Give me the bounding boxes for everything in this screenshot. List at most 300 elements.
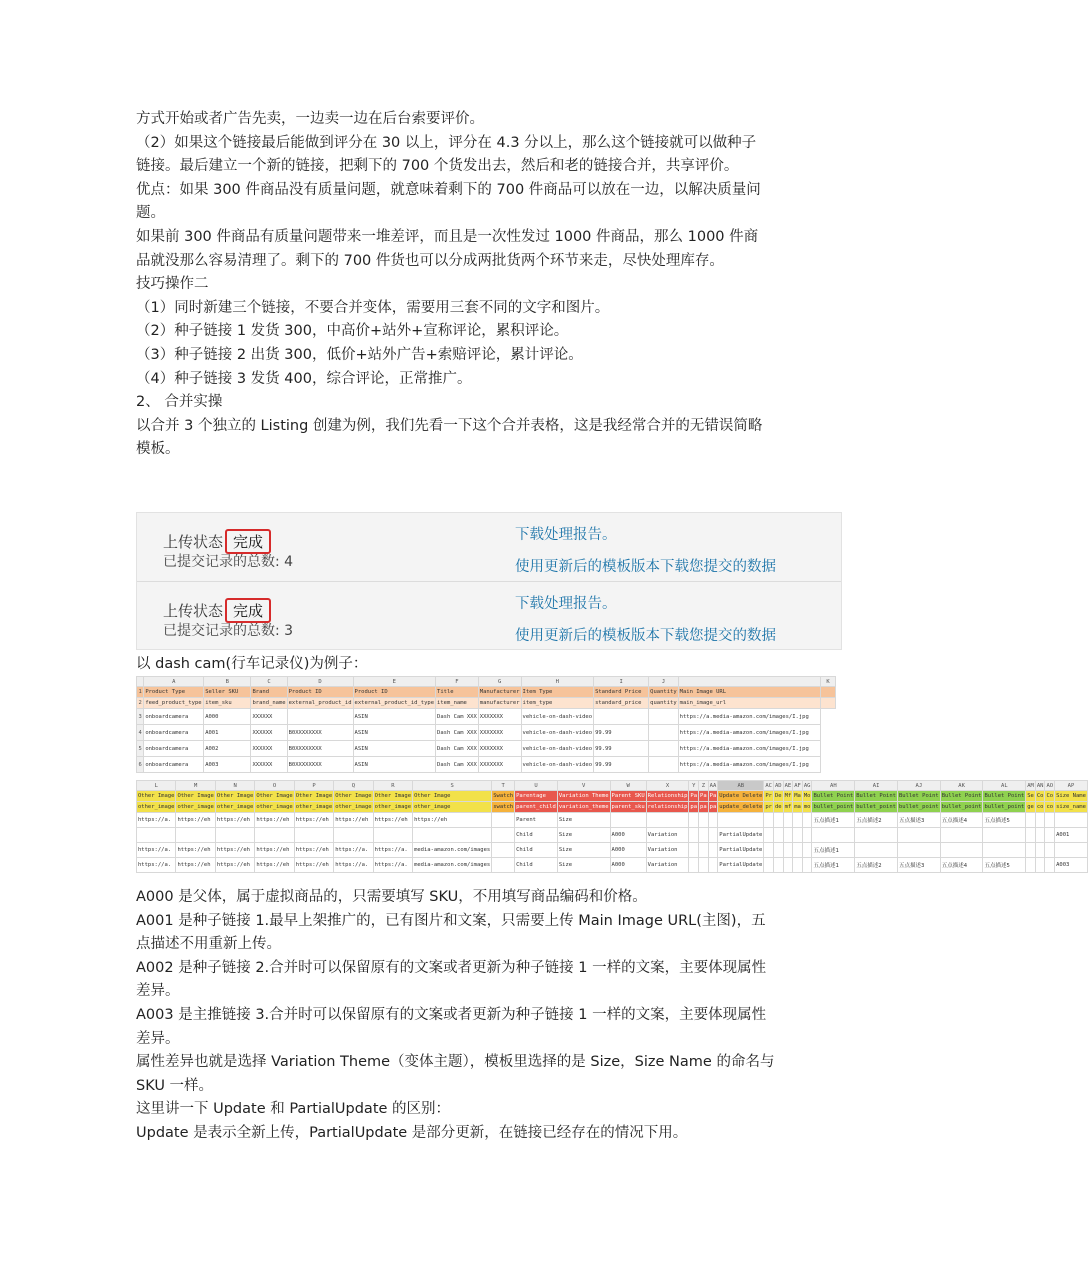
sheet-cell: XXXXXXX [478, 757, 521, 773]
sheet-cell [492, 813, 515, 828]
sheet-cell: https://eh [176, 858, 215, 873]
sheet-cell: PartialUpdate [718, 843, 764, 858]
sheet-cell: 五点描述3 [897, 813, 940, 828]
sheet-cell: Other Image [255, 791, 294, 802]
sheet-cell: Other Image [215, 791, 254, 802]
sheet-cell: https://eh [373, 813, 412, 828]
sheet-cell: ma [793, 802, 803, 813]
sheet-cell: https://a.media-amazon.com/images/I.jpg [678, 757, 820, 773]
sheet-cell: main_image_url [678, 698, 820, 709]
paragraph: （4）种子链接 3 发货 400，综合评论，正常推广。 [136, 370, 472, 387]
sheet-cell: J [649, 677, 679, 687]
sheet-cell: co [1045, 802, 1055, 813]
sheet-cell: Pa [689, 791, 699, 802]
sheet-cell: 5 [137, 741, 144, 757]
sheet-cell [940, 828, 983, 843]
sheet-cell [255, 828, 294, 843]
spreadsheet-table [136, 780, 1088, 873]
sheet-cell [1035, 828, 1045, 843]
sheet-cell: Parentage [515, 791, 558, 802]
sheet-cell: Mf [783, 791, 793, 802]
sheet-cell: 4 [137, 725, 144, 741]
sheet-cell: mf [783, 802, 793, 813]
sheet-cell [176, 828, 215, 843]
document-body-top [136, 108, 766, 462]
sheet-cell: XXXXXX [251, 725, 287, 741]
sheet-cell [793, 858, 803, 873]
sheet-cell: AE [784, 782, 792, 789]
sheet-cell: ASIN [353, 725, 435, 741]
sheet-row [137, 843, 1088, 858]
sheet-row [137, 781, 1088, 791]
sheet-cell: 五点描述5 [983, 858, 1026, 873]
sheet-row [137, 802, 1088, 813]
sheet-cell: F [436, 677, 479, 687]
sheet-cell: ASIN [353, 709, 435, 725]
sheet-cell: H [521, 677, 594, 687]
sheet-cell: AD [774, 782, 782, 789]
sheet-cell: A000 [610, 843, 646, 858]
sheet-cell [610, 813, 646, 828]
sheet-row [137, 858, 1088, 873]
sheet-cell: Size [557, 813, 610, 828]
sheet-cell: Variation Theme [557, 791, 610, 802]
download-data-link[interactable]: 使用更新后的模板版本下载您提交的数据 [515, 559, 776, 575]
sheet-cell: brand_name [251, 698, 287, 709]
upload-row [137, 581, 841, 648]
sheet-cell: Variation [646, 828, 689, 843]
sheet-cell: 五点描述3 [897, 858, 940, 873]
paragraph: 方式开始或者广告先卖，一边卖一边在后台索要评价。 [136, 111, 484, 127]
sheet-row [137, 687, 836, 698]
sheet-cell: Bullet Point [983, 791, 1026, 802]
upload-row [137, 513, 841, 579]
sheet-cell: Title [436, 687, 479, 698]
sheet-cell: Product ID [287, 687, 353, 698]
sheet-cell: Pa [708, 791, 718, 802]
sheet-cell: Child [515, 843, 558, 858]
sheet-cell: other_image [215, 802, 254, 813]
sheet-cell [764, 858, 774, 873]
sheet-cell [689, 828, 699, 843]
section-heading: 2、 合并实操 [136, 394, 223, 411]
document-body-bottom [136, 886, 776, 1146]
sheet-cell [983, 828, 1026, 843]
sheet-cell [764, 828, 774, 843]
sheet-row [137, 677, 836, 687]
sheet-cell: 五点描述1 [812, 813, 855, 828]
sheet-cell: https://eh [176, 813, 215, 828]
sheet-cell [492, 858, 515, 873]
sheet-cell [855, 828, 898, 843]
paragraph: （1）同时新建三个链接，不要合并变体，需要用三套不同的文字和图片。 [136, 299, 610, 316]
sheet-cell: other_image [413, 802, 492, 813]
sheet-cell: bullet_point [812, 802, 855, 813]
sheet-cell: Quantity [649, 687, 679, 698]
sheet-cell: Update Delete [718, 791, 764, 802]
download-data-link[interactable]: 使用更新后的模板版本下载您提交的数据 [515, 628, 776, 644]
sheet-cell [334, 828, 373, 843]
paragraph: 优点：如果 300 件商品没有质量问题，就意味着剩下的 700 件商品可以放在一边，以解决质量问题。 [136, 181, 761, 222]
sheet-cell [783, 813, 793, 828]
sheet-cell: AO [1046, 782, 1054, 789]
sheet-cell: Other Image [176, 791, 215, 802]
sheet-cell: A002 [204, 741, 251, 757]
sheet-cell: Bullet Point [940, 791, 983, 802]
sheet-cell [783, 843, 793, 858]
sheet-cell [793, 828, 803, 843]
sheet-cell [413, 828, 492, 843]
sheet-cell: Other Image [413, 791, 492, 802]
sheet-cell: 99.99 [594, 741, 649, 757]
paragraph: 这里讲一下 Update 和 PartialUpdate 的区别： [136, 1101, 451, 1118]
sheet-cell: feed_product_type [144, 698, 204, 709]
sheet-cell: 五点描述2 [855, 813, 898, 828]
sheet-cell [708, 843, 718, 858]
sheet-cell: A003 [204, 757, 251, 773]
sheet-cell [1045, 858, 1055, 873]
sheet-cell: https://eh [215, 813, 254, 828]
sheet-cell: P [294, 781, 333, 791]
sheet-cell: media-amazon.com/images [413, 858, 492, 873]
sheet-cell: Bullet Point [855, 791, 898, 802]
sheet-cell: https://eh [255, 843, 294, 858]
sheet-cell [1055, 843, 1088, 858]
sheet-cell: Y [689, 781, 699, 791]
sheet-row [137, 725, 836, 741]
sheet-cell: AF [794, 782, 801, 789]
sheet-cell [764, 813, 774, 828]
sheet-cell [802, 858, 812, 873]
paragraph: 以合并 3 个独立的 Listing 创建为例，我们先看一下这个合并表格，这是我经常合并的无错误简略模板。 [136, 417, 763, 458]
sheet-cell [773, 858, 783, 873]
sheet-cell: pr [764, 802, 774, 813]
sheet-cell: Product ID [353, 687, 435, 698]
paragraph: 如果前 300 件商品有质量问题带来一堆差评，而且是一次性发过 1000 件商品，那么 1000 件商品就没那么容易清理了。剩下的 700 件货也可以分成两批货两个环节来走，尽快处理库存。 [136, 228, 759, 269]
sheet-cell [764, 843, 774, 858]
sheet-cell: Item Type [521, 687, 594, 698]
sheet-cell: S [413, 781, 492, 791]
sheet-cell [821, 698, 836, 709]
sheet-cell: K [821, 677, 836, 687]
sheet-cell [821, 687, 836, 698]
sheet-cell [492, 828, 515, 843]
caption-dashcam: 以 dash cam(行车记录仪)为例子： [136, 656, 368, 672]
sheet-cell [1026, 813, 1036, 828]
sheet-row [137, 741, 836, 757]
download-report-link[interactable]: 下载处理报告。 [515, 596, 617, 612]
sheet-cell: Brand [251, 687, 287, 698]
spreadsheet-extended [136, 780, 1086, 873]
sheet-cell: L [137, 781, 176, 791]
sheet-cell: bullet_point [855, 802, 898, 813]
sheet-cell: Size Name [1055, 791, 1088, 802]
sheet-cell [1035, 813, 1045, 828]
sheet-cell: Standard Price [594, 687, 649, 698]
sheet-row [137, 757, 836, 773]
sheet-cell: Parent [515, 813, 558, 828]
sheet-cell: Size [557, 843, 610, 858]
sheet-cell: https://a.media-amazon.com/images/I.jpg [678, 709, 820, 725]
sheet-cell: https://a.media-amazon.com/images/I.jpg [678, 741, 820, 757]
sheet-cell: AK [940, 781, 983, 791]
sheet-cell: quantity [649, 698, 679, 709]
sheet-cell: bullet_point [897, 802, 940, 813]
sheet-cell [1055, 813, 1088, 828]
sheet-cell: XXXXXXX [478, 725, 521, 741]
sheet-cell: A000 [204, 709, 251, 725]
sheet-cell: Bullet Point [897, 791, 940, 802]
paragraph: （3）种子链接 2 出货 300，低价+站外广告+索赔评论，累计评论。 [136, 346, 583, 363]
paragraph: （2）种子链接 1 发货 300，中高价+站外+宣称评论，累积评论。 [136, 323, 569, 340]
sheet-cell: XXXXXX [251, 757, 287, 773]
sheet-cell [689, 813, 699, 828]
sheet-cell: https://a.media-amazon.com/images/I.jpg [678, 725, 820, 741]
sheet-cell: Pr [764, 791, 774, 802]
sheet-cell: AL [983, 781, 1026, 791]
sheet-cell: item_type [521, 698, 594, 709]
sheet-row [137, 828, 1088, 843]
sheet-cell: A001 [204, 725, 251, 741]
sheet-cell: https://eh [255, 813, 294, 828]
sheet-cell: Child [515, 858, 558, 873]
sheet-cell [594, 709, 649, 725]
sheet-cell: 99.99 [594, 725, 649, 741]
sheet-cell: Co [1035, 791, 1045, 802]
sheet-cell [708, 813, 718, 828]
sheet-cell: A000 [610, 828, 646, 843]
sheet-cell: Dash Cam XXX [436, 757, 479, 773]
spreadsheet-table [136, 676, 836, 773]
sheet-cell: Bullet Point [812, 791, 855, 802]
sheet-cell: 五点描述4 [940, 858, 983, 873]
sheet-cell [689, 843, 699, 858]
sheet-cell [708, 858, 718, 873]
sheet-cell: U [515, 781, 558, 791]
sheet-cell: 五点描述4 [940, 813, 983, 828]
sheet-cell [940, 843, 983, 858]
sheet-cell [1045, 813, 1055, 828]
sheet-cell: N [215, 781, 254, 791]
section-heading: 技巧操作二 [136, 276, 209, 293]
sheet-cell [1045, 843, 1055, 858]
sheet-cell: XXXXXX [251, 741, 287, 757]
sheet-cell: https://a. [137, 858, 176, 873]
sheet-cell [812, 828, 855, 843]
sheet-cell: variation_theme [557, 802, 610, 813]
sheet-cell: 2 [137, 698, 144, 709]
sheet-cell: bullet_point [983, 802, 1026, 813]
sheet-cell: PartialUpdate [718, 858, 764, 873]
download-report-link[interactable]: 下载处理报告。 [515, 527, 617, 543]
upload-status-label: 上传状态 [163, 602, 224, 620]
sheet-row [137, 813, 1088, 828]
sheet-cell: swatch [492, 802, 515, 813]
sheet-cell: B [204, 677, 251, 687]
sheet-cell: Size [557, 858, 610, 873]
sheet-cell: AC [765, 782, 772, 789]
upload-status-panel [136, 512, 842, 650]
sheet-cell: other_image [255, 802, 294, 813]
sheet-cell: 1 [137, 687, 144, 698]
sheet-cell: https://eh [294, 843, 333, 858]
sheet-cell: parent_sku [610, 802, 646, 813]
sheet-cell: Se [1026, 791, 1036, 802]
sheet-cell: AN [1036, 782, 1044, 789]
sheet-cell: https://eh [294, 813, 333, 828]
sheet-cell: relationship [646, 802, 689, 813]
sheet-cell: D [287, 677, 353, 687]
sheet-cell [773, 813, 783, 828]
sheet-cell [649, 741, 679, 757]
sheet-cell: A001 [1055, 828, 1088, 843]
paragraph: 属性差异也就是选择 Variation Theme（变体主题），模板里选择的是 Size，Size Name 的命名与 SKU 一样。 [136, 1054, 775, 1094]
sheet-cell: B0XXXXXXXX [287, 725, 353, 741]
sheet-cell [137, 828, 176, 843]
sheet-cell: onboardcamera [144, 741, 204, 757]
sheet-cell: Main Image URL [678, 687, 820, 698]
sheet-cell: AP [1055, 781, 1088, 791]
sheet-cell [802, 828, 812, 843]
sheet-cell: mo [802, 802, 812, 813]
sheet-cell [1026, 858, 1036, 873]
sheet-cell [492, 843, 515, 858]
sheet-cell: E [353, 677, 435, 687]
sheet-cell [699, 813, 709, 828]
sheet-cell [649, 725, 679, 741]
sheet-cell: https://eh [215, 858, 254, 873]
sheet-cell: B0XXXXXXXX [287, 741, 353, 757]
sheet-cell: Other Image [373, 791, 412, 802]
sheet-cell: 五点描述5 [983, 813, 1026, 828]
sheet-cell: 3 [137, 709, 144, 725]
sheet-cell [1026, 843, 1036, 858]
sheet-cell: XXXXXXX [478, 741, 521, 757]
sheet-row [137, 791, 1088, 802]
sheet-cell: Dash Cam XXX [436, 725, 479, 741]
sheet-cell [215, 828, 254, 843]
sheet-cell: AH [812, 781, 855, 791]
sheet-cell [678, 677, 820, 687]
sheet-cell: https://eh [413, 813, 492, 828]
sheet-cell: Dash Cam XXX [436, 741, 479, 757]
sheet-cell: onboardcamera [144, 757, 204, 773]
sheet-cell: item_name [436, 698, 479, 709]
sheet-cell: Dash Cam XXX [436, 709, 479, 725]
sheet-cell [137, 677, 144, 687]
sheet-cell: manufacturer [478, 698, 521, 709]
sheet-cell: Relationship [646, 791, 689, 802]
sheet-cell: AM [1027, 782, 1034, 789]
sheet-cell: AA [709, 782, 717, 789]
sheet-cell: pa [699, 802, 709, 813]
sheet-cell: W [610, 781, 646, 791]
sheet-cell: X [646, 781, 689, 791]
sheet-cell: bullet_point [940, 802, 983, 813]
sheet-cell: size_name [1055, 802, 1088, 813]
sheet-cell: AI [855, 781, 898, 791]
sheet-cell: De [773, 791, 783, 802]
sheet-cell: vehicle-on-dash-video [521, 741, 594, 757]
sheet-cell: Mo [802, 791, 812, 802]
sheet-cell [646, 813, 689, 828]
sheet-cell: 99.99 [594, 757, 649, 773]
sheet-cell [855, 843, 898, 858]
sheet-cell: https://eh [215, 843, 254, 858]
sheet-cell: vehicle-on-dash-video [521, 757, 594, 773]
sheet-cell: Child [515, 828, 558, 843]
sheet-cell: 五点描述1 [812, 858, 855, 873]
sheet-cell: onboardcamera [144, 709, 204, 725]
upload-status-label: 上传状态 [163, 533, 224, 551]
sheet-cell: Product Type [144, 687, 204, 698]
sheet-cell: vehicle-on-dash-video [521, 709, 594, 725]
sheet-cell: Variation [646, 858, 689, 873]
sheet-cell: external_product_id [287, 698, 353, 709]
sheet-cell [897, 828, 940, 843]
paragraph: A003 是主推链接 3.合并时可以保留原有的文案或者更新为种子链接 1 一样的文案，主要体现属性差异。 [136, 1006, 767, 1047]
sheet-cell: 6 [137, 757, 144, 773]
sheet-cell: standard_price [594, 698, 649, 709]
sheet-cell [802, 843, 812, 858]
sheet-cell: B0XXXXXXXX [287, 757, 353, 773]
sheet-cell [373, 828, 412, 843]
sheet-cell: O [255, 781, 294, 791]
sheet-cell: Z [699, 781, 709, 791]
sheet-row [137, 709, 836, 725]
sheet-cell: Variation [646, 843, 689, 858]
sheet-cell: Other Image [334, 791, 373, 802]
sheet-cell: Co [1045, 791, 1055, 802]
sheet-cell: update_delete [718, 802, 764, 813]
sheet-cell [793, 843, 803, 858]
sheet-cell [689, 858, 699, 873]
sheet-cell: other_image [176, 802, 215, 813]
sheet-cell: V [557, 781, 610, 791]
sheet-cell [802, 813, 812, 828]
sheet-cell [708, 828, 718, 843]
sheet-cell [983, 843, 1026, 858]
sheet-cell: https://a. [334, 843, 373, 858]
sheet-cell: vehicle-on-dash-video [521, 725, 594, 741]
sheet-cell: 五点描述1 [812, 843, 855, 858]
sheet-cell [1045, 828, 1055, 843]
sheet-cell: 五点描述2 [855, 858, 898, 873]
sheet-cell: https://eh [294, 858, 333, 873]
sheet-cell: R [373, 781, 412, 791]
sheet-cell: https://eh [334, 813, 373, 828]
sheet-cell [699, 828, 709, 843]
sheet-cell: de [773, 802, 783, 813]
sheet-cell: I [594, 677, 649, 687]
paragraph: A002 是种子链接 2.合并时可以保留原有的文案或者更新为种子链接 1 一样的文案，主要体现属性差异。 [136, 959, 767, 1000]
paragraph: A000 是父体，属于虚拟商品的，只需要填写 SKU，不用填写商品编码和价格。 [136, 889, 647, 905]
sheet-cell: external_product_id_type [353, 698, 435, 709]
sheet-cell: AG [803, 782, 811, 789]
sheet-cell [793, 813, 803, 828]
sheet-cell: Parent SKU [610, 791, 646, 802]
sheet-cell: ge [1026, 802, 1036, 813]
sheet-cell: Pa [699, 791, 709, 802]
sheet-row [137, 698, 836, 709]
sheet-cell: other_image [373, 802, 412, 813]
sheet-cell: Ma [793, 791, 803, 802]
sheet-cell: AB [718, 781, 764, 791]
sheet-cell [773, 828, 783, 843]
sheet-cell: https://a. [137, 813, 176, 828]
sheet-cell [287, 709, 353, 725]
sheet-cell [783, 858, 793, 873]
